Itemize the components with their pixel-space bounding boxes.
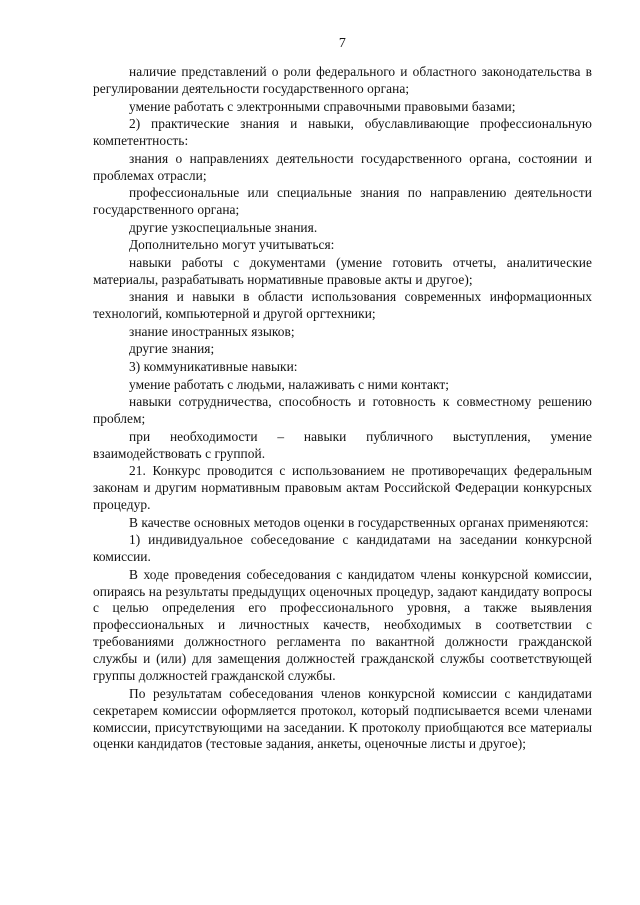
paragraph: профессиональные или специальные знания по направлению деятельности государственного органа; bbox=[93, 185, 592, 217]
paragraph: 2) практические знания и навыки, обуславливающие профессиональную компетентность: bbox=[93, 116, 592, 148]
paragraph: наличие представлений о роли федерального и областного законодательства в регулировании деятельности государственного органа; bbox=[93, 64, 592, 96]
paragraph: навыки работы с документами (умение готовить отчеты, аналитические материалы, разрабатывать нормативные правовые акты и другое); bbox=[93, 254, 592, 287]
paragraph: другие узкоспециальные знания. bbox=[129, 219, 318, 235]
paragraph: знания и навыки в области использования современных информационных технологий, компьютерной и другой оргтехники; bbox=[93, 289, 592, 322]
paragraph: По результатам собеседования членов конкурсной комиссии с кандидатами секретарем комиссии оформляется протокол, который подписывается всеми членами комиссии, присутствующими на заседании. К протоколу приобщаются все материалы оценки кандидатов (тестовые задания, анкеты, оценочные листы и другое); bbox=[93, 685, 592, 752]
paragraph: умение работать с электронными справочными правовыми базами; bbox=[129, 98, 516, 114]
paragraph: другие знания; bbox=[129, 341, 215, 357]
paragraph: навыки сотрудничества, способность и готовность к совместному решению проблем; bbox=[93, 394, 592, 427]
paragraph: при необходимости – навыки публичного выступления, умение взаимодействовать с группой. bbox=[93, 428, 592, 461]
document-body bbox=[93, 64, 592, 753]
paragraph: 21. Конкурс проводится с использованием не противоречащих федеральным законам и другим нормативным правовым актам Российской Федерации конкурсных процедур. bbox=[93, 463, 592, 512]
paragraph: умение работать с людьми, налаживать с ними контакт; bbox=[129, 376, 450, 392]
paragraph: В ходе проведения собеседования с кандидатом члены конкурсной комиссии, опираясь на результаты предыдущих оценочных процедур, задают кандидату вопросы с целью определения его профессионального уровня, а также выявления профессиональных и личностных качеств, необходимых в соответствии с требованиями должностного регламента по вакантной должности гражданской службы и (или) для замещения должностей гражданской службы соответствующей группы должностей гражданской службы. bbox=[93, 566, 592, 684]
paragraph: В качестве основных методов оценки в государственных органах применяются: bbox=[129, 514, 589, 530]
paragraph: 3) коммуникативные навыки: bbox=[129, 358, 298, 374]
paragraph: Дополнительно могут учитываться: bbox=[129, 237, 335, 253]
page-number: 7 bbox=[338, 36, 347, 51]
paragraph: знания о направлениях деятельности государственного органа, состоянии и проблемах отрасли; bbox=[93, 150, 592, 183]
paragraph: знание иностранных языков; bbox=[129, 323, 295, 339]
paragraph: 1) индивидуальное собеседование с кандидатами на заседании конкурсной комиссии. bbox=[93, 532, 592, 565]
